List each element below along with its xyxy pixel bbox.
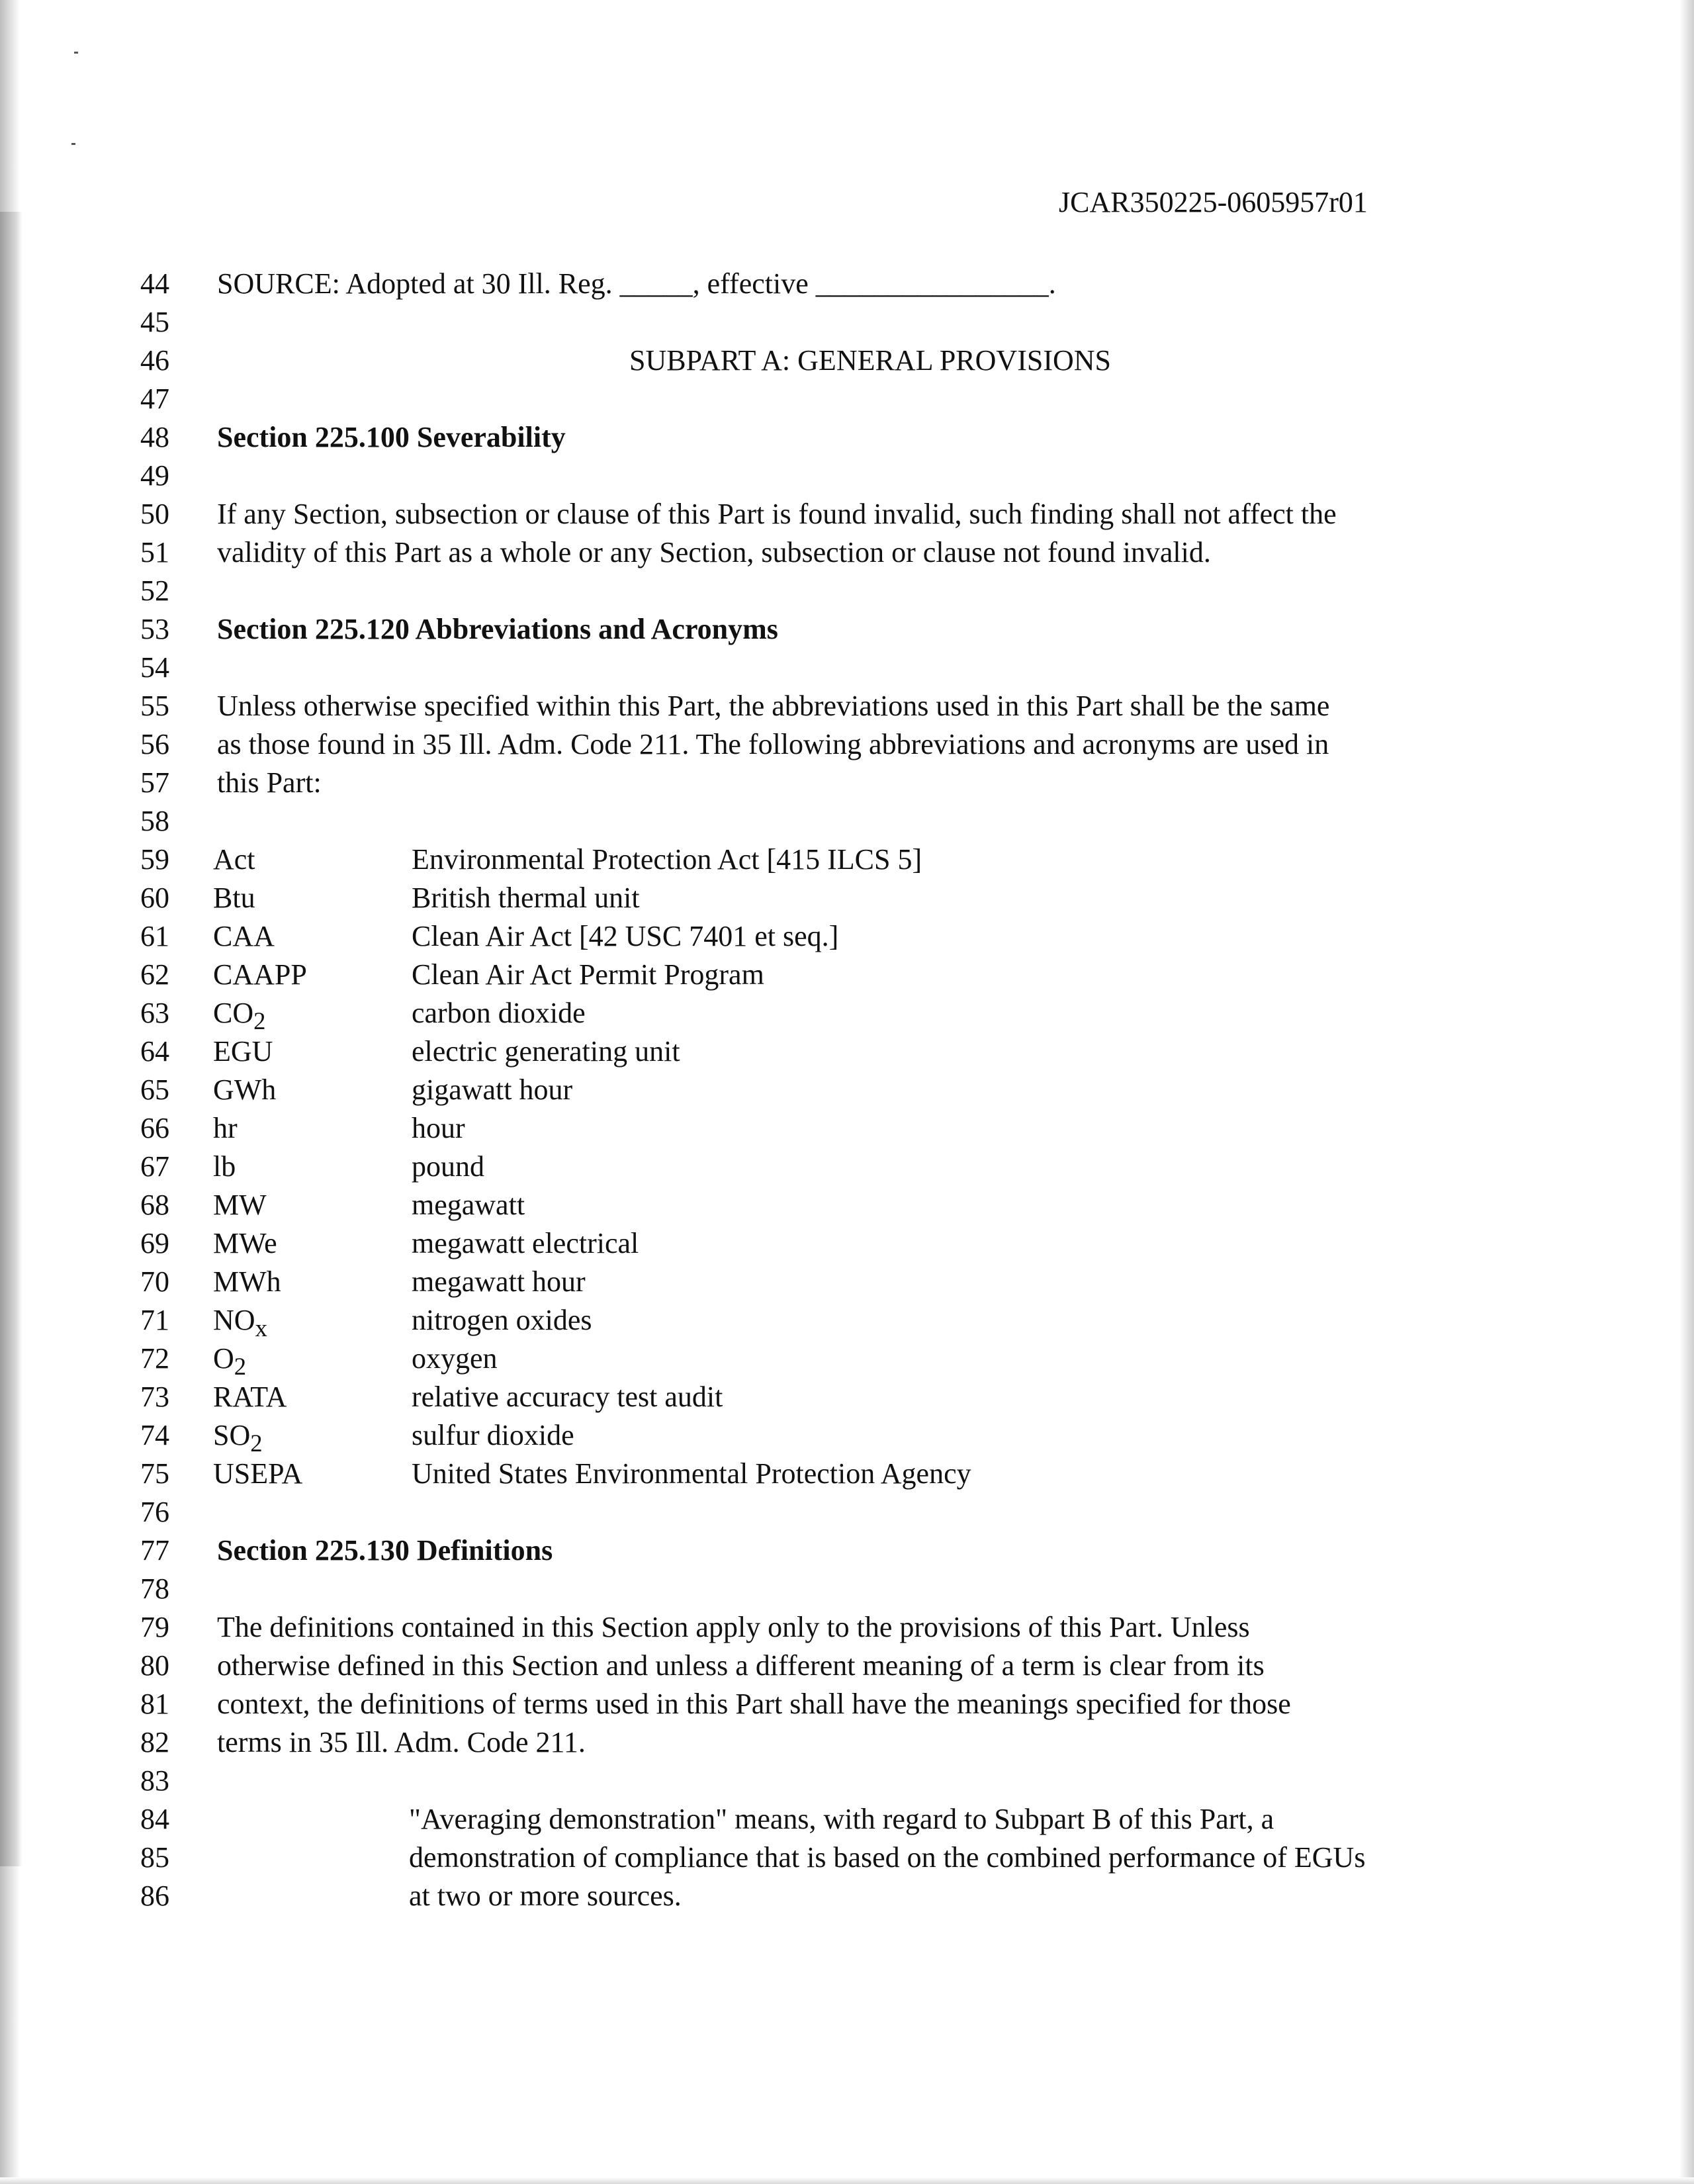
abbreviation-meaning: megawatt hour (412, 1265, 586, 1298)
line-number: 78 (140, 1572, 169, 1605)
abbreviation: MW (213, 1189, 267, 1221)
abbreviation-row (0, 1032, 1694, 1071)
abbreviation-row (0, 994, 1694, 1032)
abbreviation: EGU (213, 1035, 273, 1068)
line-number: 66 (140, 1112, 169, 1144)
paragraph-text: context, the definitions of terms used in this Part shall have the meanings specified for those (217, 1688, 1291, 1720)
document-line (0, 1531, 1694, 1570)
abbreviation-meaning: United States Environmental Protection Agency (412, 1457, 971, 1490)
abbreviation-meaning: sulfur dioxide (412, 1419, 574, 1451)
line-number: 86 (140, 1880, 169, 1912)
abbreviation: USEPA (213, 1457, 303, 1490)
line-number: 53 (140, 613, 169, 645)
abbreviation-subscript: x (255, 1314, 267, 1342)
line-number: 82 (140, 1726, 169, 1758)
document-line (0, 802, 1694, 841)
line-number: 65 (140, 1073, 169, 1106)
scan-edge-bottom (0, 2177, 1694, 2184)
line-number: 48 (140, 421, 169, 453)
abbreviation-meaning: Clean Air Act [42 USC 7401 et seq.] (412, 920, 839, 952)
abbreviation-base: CO (213, 997, 254, 1029)
document-line (0, 610, 1694, 649)
abbreviation-meaning: relative accuracy test audit (412, 1381, 723, 1413)
abbreviation-meaning: nitrogen oxides (412, 1304, 592, 1336)
abbreviation-meaning: carbon dioxide (412, 997, 586, 1029)
abbreviation: GWh (213, 1073, 277, 1106)
scan-speck (71, 143, 75, 145)
abbreviation: CAA (213, 920, 275, 952)
line-number: 80 (140, 1649, 169, 1682)
abbreviation-meaning: electric generating unit (412, 1035, 680, 1068)
document-line (0, 457, 1694, 495)
document-line (0, 533, 1694, 572)
paragraph-text: validity of this Part as a whole or any Section, subsection or clause not found invalid. (217, 536, 1211, 569)
document-line (0, 572, 1694, 610)
line-number: 74 (140, 1419, 169, 1451)
abbreviation-row (0, 1148, 1694, 1186)
line-number: 63 (140, 997, 169, 1029)
abbreviation-meaning: megawatt electrical (412, 1227, 639, 1259)
document-line (0, 1839, 1694, 1877)
abbreviation-meaning: hour (412, 1112, 465, 1144)
line-number: 52 (140, 574, 169, 607)
abbreviation: CAAPP (213, 958, 307, 991)
line-number: 61 (140, 920, 169, 952)
abbreviation-subscript: 2 (250, 1429, 263, 1457)
line-number: 72 (140, 1342, 169, 1375)
definition-text: demonstration of compliance that is based on the combined performance of EGUs (409, 1841, 1366, 1874)
section-heading: Section 225.130 Definitions (217, 1534, 553, 1567)
subpart-heading: SUBPART A: GENERAL PROVISIONS (629, 344, 1111, 377)
abbreviation: lb (213, 1150, 236, 1183)
abbreviation-meaning: oxygen (412, 1342, 498, 1375)
abbreviation-row (0, 841, 1694, 879)
abbreviation-subscript: 2 (234, 1352, 247, 1380)
line-number: 44 (140, 267, 169, 300)
abbreviation: RATA (213, 1381, 287, 1413)
document-line (0, 265, 1694, 303)
line-number: 64 (140, 1035, 169, 1068)
line-number: 59 (140, 843, 169, 876)
paragraph-text: Unless otherwise specified within this Part, the abbreviations used in this Part shall be the same (217, 690, 1330, 722)
line-number: 51 (140, 536, 169, 569)
abbreviation-base: SO (213, 1419, 251, 1451)
line-number: 73 (140, 1381, 169, 1413)
document-line (0, 1685, 1694, 1723)
document-line (0, 1608, 1694, 1647)
abbreviation-row (0, 1109, 1694, 1148)
abbreviation-base: O (213, 1342, 234, 1375)
section-heading: Section 225.120 Abbreviations and Acronyms (217, 613, 778, 645)
line-number: 50 (140, 498, 169, 530)
abbreviation-row (0, 1186, 1694, 1224)
document-line (0, 649, 1694, 687)
abbreviation-row (0, 879, 1694, 917)
paragraph-text: otherwise defined in this Section and unless a different meaning of a term is clear from its (217, 1649, 1265, 1682)
line-number: 54 (140, 651, 169, 684)
definition-text: "Averaging demonstration" means, with regard to Subpart B of this Part, a (409, 1803, 1274, 1835)
definition-text: at two or more sources. (409, 1880, 682, 1912)
abbreviation-row (0, 1416, 1694, 1455)
document-line (0, 1800, 1694, 1839)
line-number: 56 (140, 728, 169, 760)
document-line (0, 1877, 1694, 1915)
line-number: 60 (140, 882, 169, 914)
document-line (0, 1570, 1694, 1608)
abbreviation-base: NO (213, 1304, 255, 1336)
abbreviation-meaning: megawatt (412, 1189, 525, 1221)
line-number: 68 (140, 1189, 169, 1221)
line-number: 62 (140, 958, 169, 991)
line-number: 75 (140, 1457, 169, 1490)
document-id: JCAR350225-0605957r01 (1059, 186, 1368, 218)
document-line (0, 1493, 1694, 1531)
abbreviation-row (0, 1301, 1694, 1340)
line-number: 67 (140, 1150, 169, 1183)
line-number: 71 (140, 1304, 169, 1336)
line-number: 45 (140, 306, 169, 338)
abbreviation-meaning: Clean Air Act Permit Program (412, 958, 764, 991)
abbreviation-meaning: Environmental Protection Act [415 ILCS 5] (412, 843, 922, 876)
abbreviation-row (0, 1224, 1694, 1263)
line-number: 76 (140, 1496, 169, 1528)
abbreviation-meaning: British thermal unit (412, 882, 640, 914)
paragraph-text: this Part: (217, 766, 322, 799)
source-note: SOURCE: Adopted at 30 Ill. Reg. _____, effective ________________. (217, 267, 1056, 300)
document-line (0, 687, 1694, 725)
line-number: 46 (140, 344, 169, 377)
paragraph-text: terms in 35 Ill. Adm. Code 211. (217, 1726, 586, 1758)
document-line (0, 303, 1694, 341)
line-number: 47 (140, 383, 169, 415)
paragraph-text: If any Section, subsection or clause of this Part is found invalid, such finding shall not affect the (217, 498, 1337, 530)
abbreviation: hr (213, 1112, 238, 1144)
line-number: 85 (140, 1841, 169, 1874)
document-line (0, 418, 1694, 457)
line-number: 58 (140, 805, 169, 837)
line-number: 70 (140, 1265, 169, 1298)
abbreviation-subscript: 2 (253, 1007, 266, 1034)
abbreviation-row (0, 917, 1694, 956)
abbreviation: MWe (213, 1227, 277, 1259)
paragraph-text: The definitions contained in this Section apply only to the provisions of this Part. Unless (217, 1611, 1250, 1643)
paragraph-text: as those found in 35 Ill. Adm. Code 211. The following abbreviations and acronyms are used in (217, 728, 1329, 760)
document-line (0, 725, 1694, 764)
abbreviation-row (0, 1263, 1694, 1301)
line-number: 69 (140, 1227, 169, 1259)
line-number: 77 (140, 1534, 169, 1567)
document-line (0, 764, 1694, 802)
document-line (0, 341, 1694, 380)
abbreviation-meaning: pound (412, 1150, 484, 1183)
scan-speck (74, 52, 78, 54)
abbreviation-row (0, 1378, 1694, 1416)
abbreviation-row (0, 1071, 1694, 1109)
abbreviation-meaning: gigawatt hour (412, 1073, 573, 1106)
abbreviation-row (0, 1340, 1694, 1378)
document-line (0, 380, 1694, 418)
line-number: 81 (140, 1688, 169, 1720)
document-line (0, 1647, 1694, 1685)
line-number: 84 (140, 1803, 169, 1835)
abbreviation: Btu (213, 882, 255, 914)
document-line (0, 495, 1694, 533)
abbreviation-row (0, 1455, 1694, 1493)
document-line (0, 1723, 1694, 1762)
line-number: 49 (140, 459, 169, 492)
document-line (0, 1762, 1694, 1800)
abbreviation: MWh (213, 1265, 281, 1298)
abbreviation-row (0, 956, 1694, 994)
section-heading: Section 225.100 Severability (217, 421, 566, 453)
line-number: 79 (140, 1611, 169, 1643)
line-number: 55 (140, 690, 169, 722)
line-number: 83 (140, 1764, 169, 1797)
abbreviation: Act (213, 843, 255, 876)
line-number: 57 (140, 766, 169, 799)
